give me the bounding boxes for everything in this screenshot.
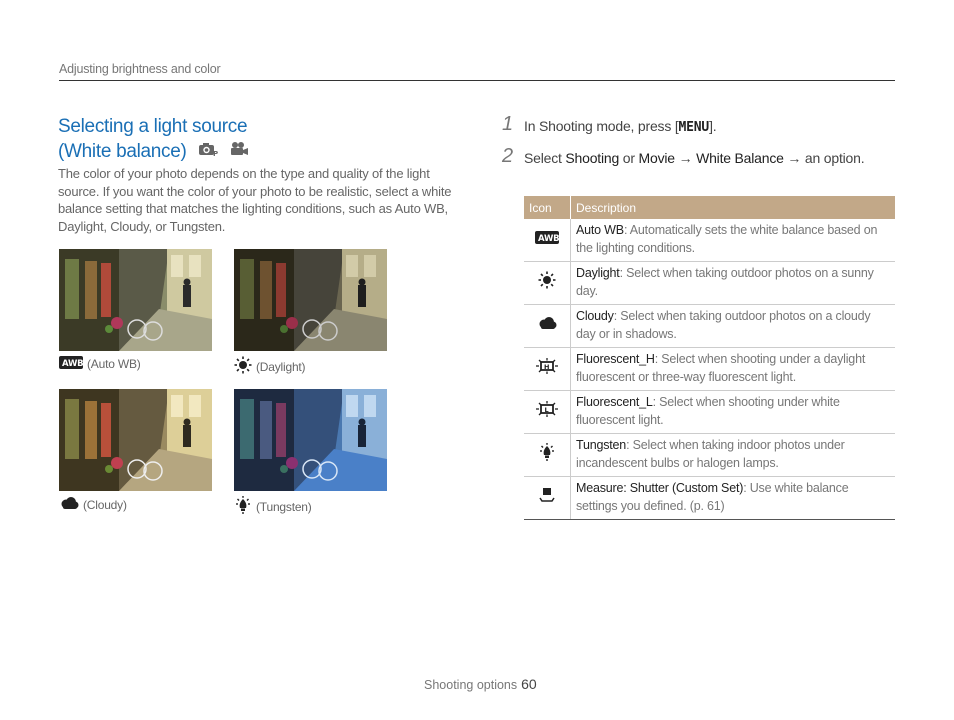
daylight-icon (234, 356, 252, 377)
step-text: Select (524, 150, 566, 166)
white-balance-table (524, 196, 895, 520)
caption-tungsten (234, 496, 312, 517)
caption-text: (Daylight) (256, 359, 306, 374)
footer-label: Shooting options (424, 678, 518, 692)
option-desc: : Select when shooting under a daylight fluorescent or three-way fluorescent light. (576, 352, 866, 384)
camera-program-icon (198, 139, 218, 164)
desc-cell (571, 219, 896, 262)
daylight-icon (538, 278, 556, 292)
table-row (524, 305, 895, 348)
table-row (524, 391, 895, 434)
table-row (524, 348, 895, 391)
section-title (58, 114, 249, 164)
fluorescent-h-icon (536, 363, 558, 377)
menu-shooting: Shooting (565, 150, 620, 166)
table-row (524, 477, 895, 520)
table-header-row (524, 196, 895, 219)
desc-cell (571, 434, 896, 477)
step-text-or: or (619, 150, 639, 166)
option-desc: : Use white balance settings you defined. (p. 61) (576, 481, 849, 513)
step-1 (502, 113, 894, 139)
option-desc: : Automatically sets the white balance based on the lighting conditions. (576, 223, 878, 255)
header-rule (59, 80, 895, 81)
intro-paragraph: The color of your photo depends on the type and quality of the light source. If you want the color of your photo to be realistic, select a white balance setting that matches the lighting conditions, such as Auto WB, Daylight, Cloudy, or Tungsten. (58, 166, 452, 234)
svg-text:H: H (544, 363, 550, 372)
svg-text:L: L (544, 406, 549, 415)
icon-cell (524, 348, 571, 391)
svg-text:AWB: AWB (62, 359, 83, 369)
icon-cell (524, 262, 571, 305)
photo-daylight (234, 249, 387, 351)
caption-auto-wb (59, 356, 141, 372)
icon-cell (524, 477, 571, 520)
option-desc: : Select when shooting under white fluorescent light. (576, 395, 840, 427)
option-desc: : Select when taking outdoor photos on a sunny day. (576, 266, 874, 298)
title-line-1: Selecting a light source (58, 116, 248, 137)
cloudy-icon (59, 496, 79, 513)
step-text-end: → an option. (783, 150, 865, 166)
desc-cell (571, 262, 896, 305)
awb-icon (535, 233, 559, 247)
table-row (524, 434, 895, 477)
option-desc: : Select when taking outdoor photos on a cloudy day or in shadows. (576, 309, 871, 341)
option-desc: : Select when taking indoor photos under incandescent bulbs or halogen lamps. (576, 438, 845, 470)
desc-cell (571, 391, 896, 434)
option-name: Auto WB (576, 223, 624, 237)
running-header: Adjusting brightness and color (59, 62, 221, 76)
menu-white-balance: White Balance (696, 150, 784, 166)
col-desc-header: Description (571, 196, 896, 219)
caption-daylight (234, 356, 305, 377)
custom-wb-icon (538, 493, 556, 507)
step-text-end: ]. (709, 118, 717, 134)
option-name: Fluorescent_L (576, 395, 653, 409)
photo-cloudy (59, 389, 212, 491)
caption-text: (Cloudy) (83, 497, 127, 512)
step-arrow: → (674, 150, 697, 166)
icon-cell (524, 305, 571, 348)
option-name: Cloudy (576, 309, 614, 323)
svg-text:P: P (212, 150, 218, 158)
table-row (524, 219, 895, 262)
movie-camera-icon (229, 139, 249, 164)
photo-auto-wb (59, 249, 212, 351)
caption-text: (Auto WB) (87, 357, 141, 371)
fluorescent-l-icon (536, 406, 558, 420)
page-footer (424, 676, 537, 692)
step-2 (502, 145, 884, 169)
cloudy-icon (537, 319, 557, 333)
menu-key: MENU (678, 120, 710, 135)
awb-icon (59, 356, 83, 372)
icon-cell (524, 391, 571, 434)
desc-cell (571, 348, 896, 391)
svg-text:AWB: AWB (538, 233, 559, 244)
option-name: Daylight (576, 266, 620, 280)
caption-cloudy (59, 496, 127, 513)
caption-text: (Tungsten) (256, 499, 312, 514)
step-number: 1 (502, 113, 513, 135)
icon-cell (524, 219, 571, 262)
option-name: Tungsten (576, 438, 627, 452)
title-line-2: (White balance) (58, 141, 187, 162)
desc-cell (571, 305, 896, 348)
step-text: In Shooting mode, press [ (524, 118, 679, 134)
col-icon-header: Icon (524, 196, 571, 219)
page-number: 60 (521, 676, 537, 692)
icon-cell (524, 434, 571, 477)
desc-cell (571, 477, 896, 520)
step-number: 2 (502, 145, 513, 167)
tungsten-icon (538, 450, 556, 464)
table-row (524, 262, 895, 305)
option-name: Fluorescent_H (576, 352, 655, 366)
photo-tungsten (234, 389, 387, 491)
menu-movie: Movie (638, 150, 675, 166)
tungsten-icon (234, 496, 252, 517)
option-name: Measure: Shutter (Custom Set) (576, 481, 744, 495)
